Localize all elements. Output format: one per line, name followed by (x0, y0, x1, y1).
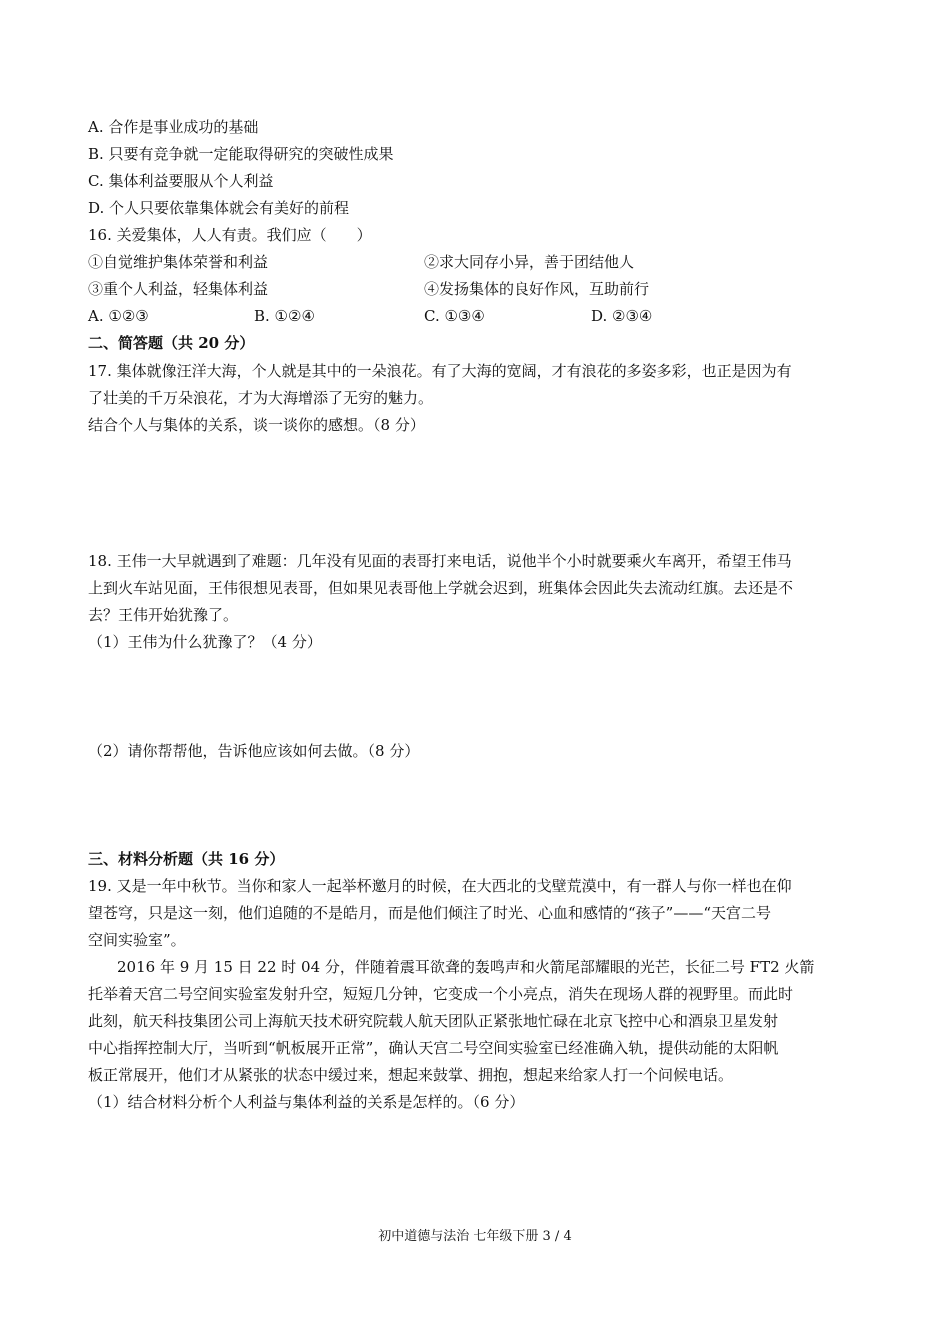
q16-option-a: A. ①②③ (88, 307, 149, 325)
q18-line-1: 18. 王伟一大早就遇到了难题：几年没有见面的表哥打来电话，说他半个小时就要乘火车离开，希望王伟马 (88, 552, 792, 570)
q18-line-3: 去？王伟开始犹豫了。 (88, 606, 239, 624)
q16-statement-1: ①自觉维护集体荣誉和利益 (88, 253, 269, 271)
q15-option-b: B. 只要有竞争就一定能取得研究的突破性成果 (88, 145, 394, 163)
q19-paragraph-2-line-3: 此刻，航天科技集团公司上海航天技术研究院载人航天团队正紧张地忙碌在北京飞控中心和酒泉卫星发射 (88, 1012, 779, 1030)
q19-line-2: 望苍穹，只是这一刻，他们追随的不是皓月，而是他们倾注了时光、心血和感情的“孩子”——“天宫二号 (88, 904, 772, 922)
q17-prompt: 结合个人与集体的关系，谈一谈你的感想。（8 分） (88, 416, 425, 434)
q19-paragraph-2-line-5: 板正常展开，他们才从紧张的状态中缓过来，想起来鼓掌、拥抱，想起来给家人打一个问候电话。 (88, 1066, 734, 1084)
q19-paragraph-2-line-1: 2016 年 9 月 15 日 22 时 04 分，伴随着震耳欲聋的轰鸣声和火箭尾部耀眼的光芒，长征二号 FT2 火箭 (117, 958, 815, 976)
q17-line-1: 17. 集体就像汪洋大海，个人就是其中的一朵浪花。有了大海的宽阔，才有浪花的多姿多彩，也正是因为有 (88, 362, 792, 380)
q19-paragraph-2-line-4: 中心指挥控制大厅，当听到“帆板展开正常”，确认天宫二号空间实验室已经准确入轨，提供动能的太阳帆 (88, 1039, 779, 1057)
q16-statement-4: ④发扬集体的良好作风，互助前行 (424, 280, 650, 298)
q15-option-c: C. 集体利益要服从个人利益 (88, 172, 274, 190)
q16-option-b: B. ①②④ (254, 307, 315, 325)
q16-statement-2: ②求大同存小异，善于团结他人 (424, 253, 635, 271)
q19-paragraph-2-line-2: 托举着天宫二号空间实验室发射升空，短短几分钟，它变成一个小亮点，消失在现场人群的视野里。而此时 (88, 985, 794, 1003)
q15-option-a: A. 合作是事业成功的基础 (88, 118, 259, 136)
section-3-heading: 三、材料分析题（共 16 分） (88, 850, 285, 868)
q19-line-3: 空间实验室”。 (88, 931, 186, 949)
q17-line-2: 了壮美的千万朵浪花，才为大海增添了无穷的魅力。 (88, 389, 434, 407)
q19-line-1: 19. 又是一年中秋节。当你和家人一起举杯邀月的时候，在大西北的戈壁荒漠中，有一群人与你一样也在仰 (88, 877, 792, 895)
q18-subquestion-1: （1）王伟为什么犹豫了？（4 分） (88, 633, 322, 651)
page-footer: 初中道德与法治 七年级下册 3 / 4 (378, 1229, 572, 1244)
q19-subquestion-1: （1）结合材料分析个人利益与集体利益的关系是怎样的。（6 分） (88, 1093, 525, 1111)
q16-option-c: C. ①③④ (424, 307, 485, 325)
q16-option-d: D. ②③④ (591, 307, 653, 325)
q16-statement-3: ③重个人利益，轻集体利益 (88, 280, 269, 298)
q15-option-d: D. 个人只要依靠集体就会有美好的前程 (88, 199, 350, 217)
q18-line-2: 上到火车站见面，王伟很想见表哥，但如果见表哥他上学就会迟到，班集体会因此失去流动红旗。去还是不 (88, 579, 794, 597)
section-2-heading: 二、简答题（共 20 分） (88, 334, 255, 352)
q16-stem: 16. 关爱集体，人人有责。我们应（ ） (88, 226, 372, 244)
q18-subquestion-2: （2）请你帮帮他，告诉他应该如何去做。（8 分） (88, 742, 420, 760)
